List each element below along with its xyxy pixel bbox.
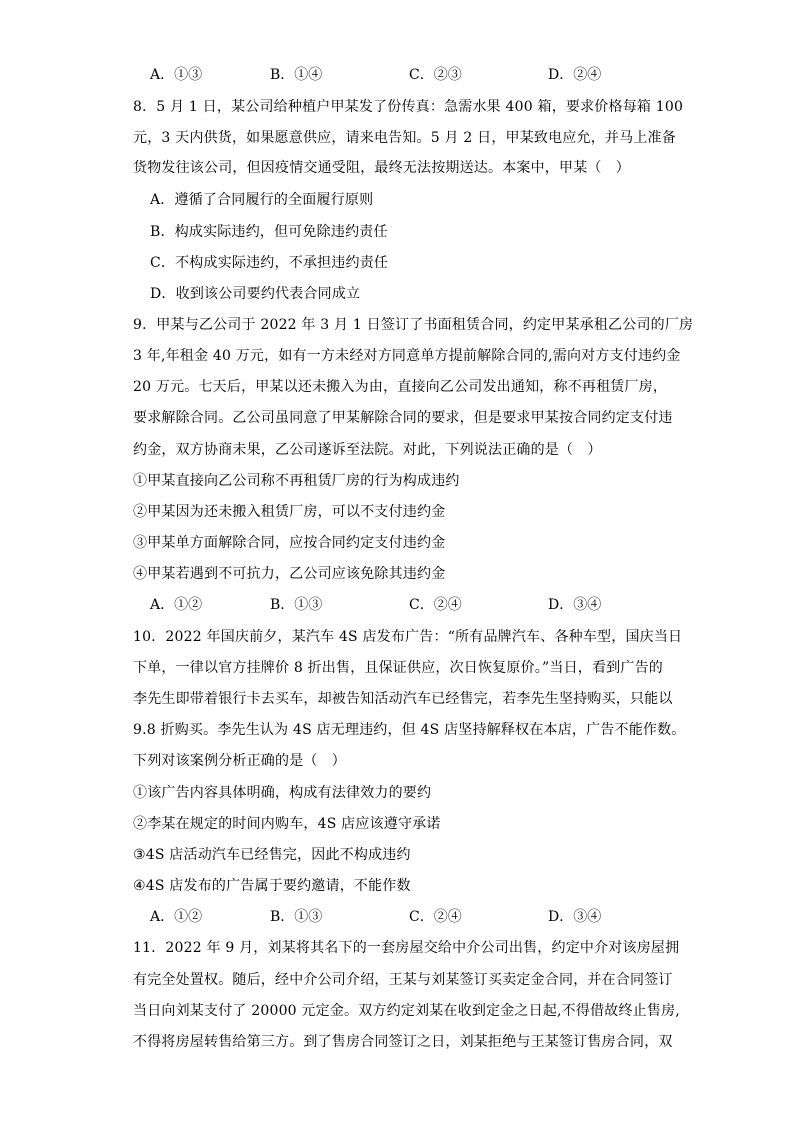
question-8-line: 货物发往该公司，但因疫情交通受阻，最终无法按期送达。本案中，甲某（ ） (133, 160, 630, 176)
question-9-line: 9．甲某与乙公司于 2022 年 3 月 1 日签订了书面租赁合同，约定甲某承租乙公司的厂房 (133, 317, 694, 333)
option-a: A．①② (150, 909, 203, 925)
option-c: C．②③ (409, 67, 462, 83)
question-10-line: 下单，一律以官方挂牌价 8 折出售，且保证供应，次日恢复原价。”当日，看到广告的 (133, 660, 663, 676)
question-10-line: 9.8 折购买。李先生认为 4S 店无理违约，但 4S 店坚持解释权在本店，广告不能作数。 (133, 722, 686, 738)
question-11-line: 11．2022 年 9 月，刘某将其名下的一套房屋交给中介公司出售，约定中介对该房屋拥 (133, 940, 680, 956)
option-c: C．②④ (409, 909, 462, 925)
statement-3: ③甲某单方面解除合同，应按合同约定支付违约金 (133, 535, 446, 551)
question-11-line: 有完全处置权。随后，经中介公司介绍，王某与刘某签订买卖定金合同，并在合同签订 (133, 972, 673, 988)
question-11-line: 不得将房屋转售给第三方。到了售房合同签订之日，刘某拒绝与王某签订售房合同，双 (133, 1034, 673, 1050)
option-d: D．③④ (548, 909, 602, 925)
question-8-line: 元，3 天内供货，如果愿意供应，请来电告知。5 月 2 日，甲某致电应允，并马上准备 (133, 130, 676, 146)
option-a: A．①② (150, 597, 203, 613)
statement-1: ①甲某直接向乙公司称不再租赁厂房的行为构成违约 (133, 473, 460, 489)
question-9-line: 20 万元。七天后，甲某以还未搬入为由，直接向乙公司发出通知，称不再租赁厂房， (133, 379, 668, 395)
option-b: B．①③ (270, 909, 323, 925)
statement-4: ④甲某若遇到不可抗力，乙公司应该免除其违约金 (133, 566, 446, 582)
question-10-line: 李先生即带着银行卡去买车，却被告知活动汽车已经售完，若李先生坚持购买，只能以 (133, 691, 673, 707)
option-d: D．收到该公司要约代表合同成立 (150, 286, 361, 302)
option-d: D．③④ (548, 597, 602, 613)
options-row-q9 (150, 595, 620, 615)
statement-2: ②甲某因为还未搬入租赁厂房，可以不支付违约金 (133, 504, 446, 520)
question-10-line: 10．2022 年国庆前夕，某汽车 4S 店发布广告：“所有品牌汽车、各种车型，国庆当日 (133, 629, 683, 645)
question-11-line: 当日向刘某支付了 20000 元定金。双方约定刘某在收到定金之日起,不得借故终止售房, (133, 1003, 680, 1019)
option-c: C．②④ (409, 597, 462, 613)
statement-3: ③4S 店活动汽车已经售完，因此不构成违约 (133, 847, 411, 863)
option-b: B．构成实际违约，但可免除违约责任 (150, 224, 388, 240)
question-9-line: 要求解除合同。乙公司虽同意了甲某解除合同的要求，但是要求甲某按合同约定支付违 (133, 410, 673, 426)
question-9-line: 约金，双方协商未果，乙公司遂诉至法院。对此，下列说法正确的是（ ） (133, 442, 602, 458)
statement-4: ④4S 店发布的广告属于要约邀请，不能作数 (133, 878, 411, 894)
option-c: C．不构成实际违约，不承担违约责任 (150, 255, 389, 271)
question-9-line: 3 年,年租金 40 万元，如有一方未经对方同意单方提前解除合同的,需向对方支付违约金 (133, 348, 681, 364)
option-a: A．遵循了合同履行的全面履行原则 (150, 192, 374, 208)
question-10-line: 下列对该案例分析正确的是（ ） (133, 753, 346, 769)
option-a: A．①③ (150, 67, 203, 83)
option-b: B．①④ (270, 67, 323, 83)
option-b: B．①③ (270, 597, 323, 613)
options-row-q7 (150, 65, 620, 85)
statement-1: ①该广告内容具体明确，构成有法律效力的要约 (133, 785, 432, 801)
options-row-q10 (150, 907, 620, 927)
statement-2: ②李某在规定的时间内购车，4S 店应该遵守承诺 (133, 816, 441, 832)
option-d: D．②④ (548, 67, 602, 83)
question-8-line: 8．5 月 1 日，某公司给种植户甲某发了份传真：急需水果 400 箱，要求价格每箱 100 (133, 99, 684, 115)
